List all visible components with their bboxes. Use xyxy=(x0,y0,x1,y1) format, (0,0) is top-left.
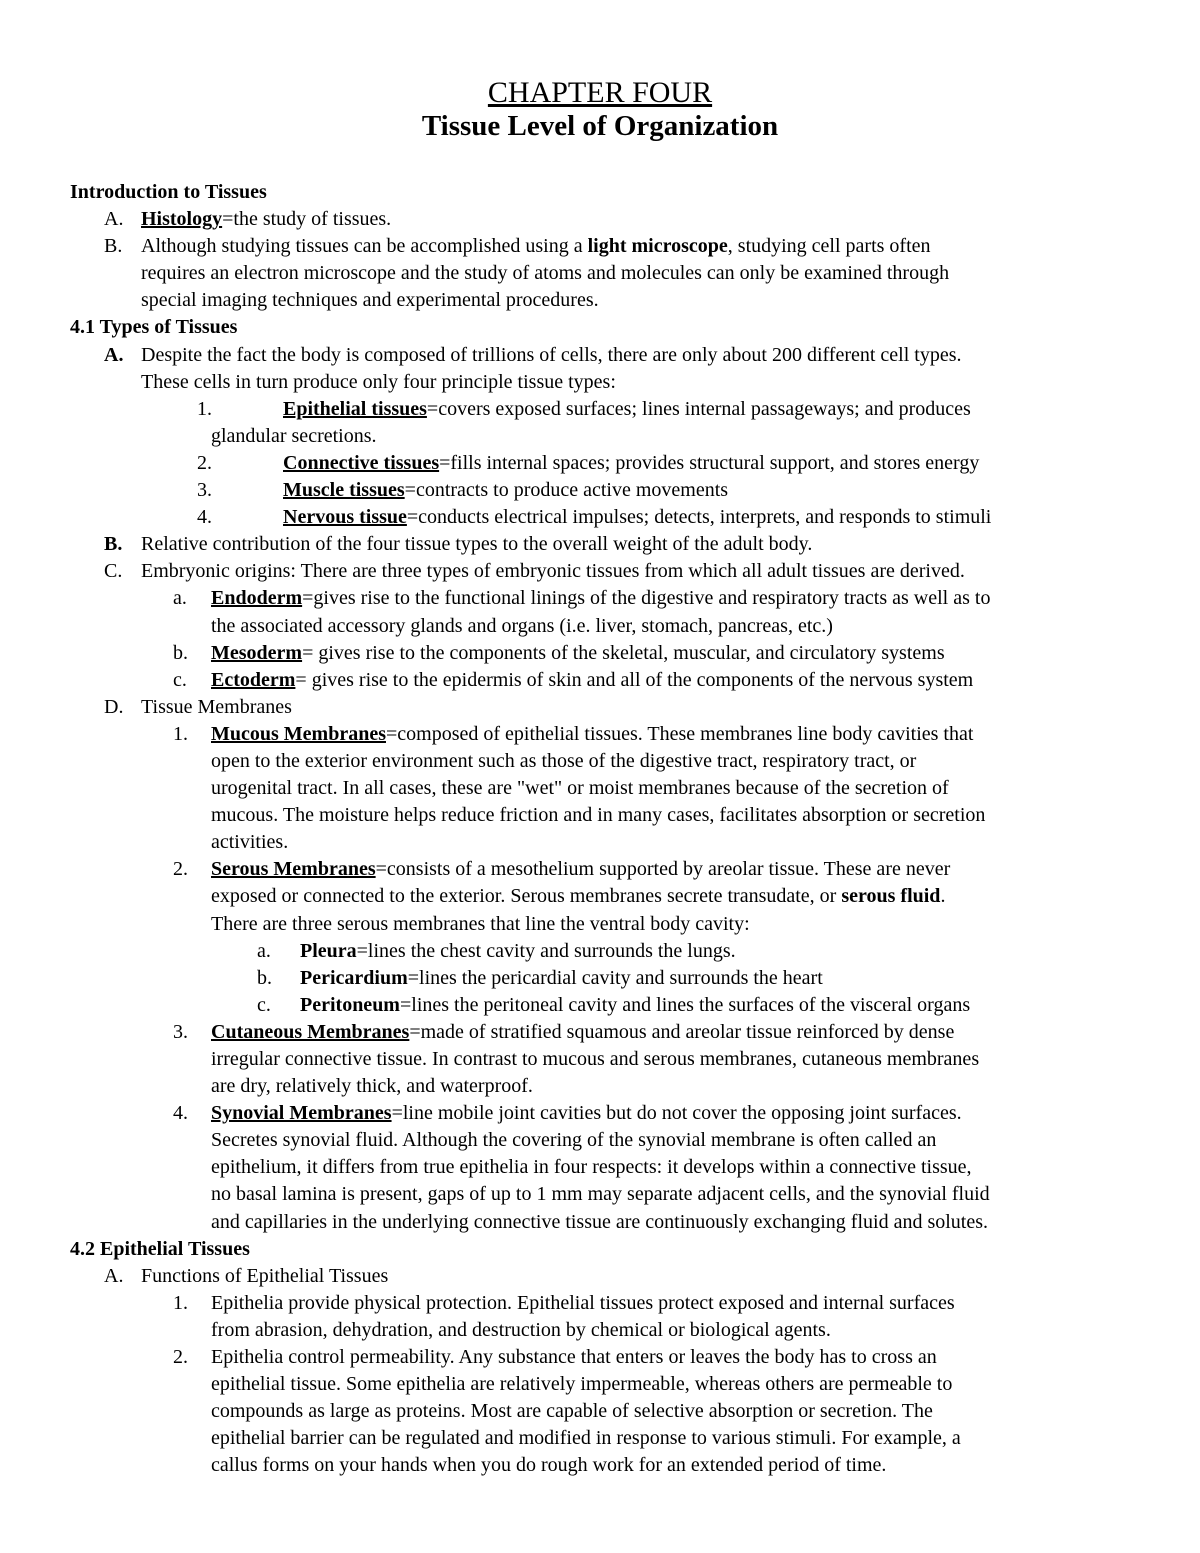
list-item xyxy=(70,992,1140,1019)
list-marker: 4. xyxy=(197,506,212,529)
list-item xyxy=(70,504,1140,531)
continuation-line: no basal lamina is present, gaps of up to 1 mm may separate adjacent cells, and the synovial fluid xyxy=(211,1183,990,1206)
continuation-line: activities. xyxy=(211,831,289,854)
list-marker: B. xyxy=(104,533,123,556)
list-marker: a. xyxy=(257,939,271,962)
continuation-line: from abrasion, dehydration, and destruction by chemical or biological agents. xyxy=(211,1318,831,1341)
list-item xyxy=(70,1263,1140,1290)
definition-text: =conducts electrical impulses; detects, interprets, and responds to stimuli xyxy=(406,506,992,529)
definition-text: =lines the pericardial cavity and surrounds the heart xyxy=(407,966,823,989)
continuation-line: glandular secretions. xyxy=(211,424,377,447)
continuation-line: epithelial tissue. Some epithelia are relatively impermeable, whereas others are permeable to xyxy=(211,1373,953,1396)
paragraph-text: Embryonic origins: There are three types of embryonic tissues from which all adult tissues are derived. xyxy=(141,560,965,583)
term-serous: Serous Membranes xyxy=(211,858,376,881)
definition-text: =made of stratified squamous and areolar tissue reinforced by dense xyxy=(409,1020,955,1043)
list-marker: A. xyxy=(104,1264,124,1287)
paragraph-text: Functions of Epithelial Tissues xyxy=(141,1264,389,1287)
term-muscle: Muscle tissues xyxy=(283,479,405,502)
term-peritoneum: Peritoneum xyxy=(300,993,400,1016)
continuation-line: compounds as large as proteins. Most are capable of selective absorption or secretion. The xyxy=(211,1400,933,1423)
list-marker: 2. xyxy=(197,451,212,474)
paragraph-text: Although studying tissues can be accomplished using a xyxy=(141,235,588,258)
list-item xyxy=(70,396,1140,423)
list-item xyxy=(70,558,1140,585)
chapter-subtitle: Tissue Level of Organization xyxy=(421,110,779,142)
definition-text: = gives rise to the components of the skeletal, muscular, and circulatory systems xyxy=(302,641,945,664)
bold-term: serous fluid xyxy=(841,885,941,908)
definition-text: =gives rise to the functional linings of the digestive and respiratory tracts as well as to xyxy=(302,587,991,610)
list-marker: b. xyxy=(173,641,188,664)
term-pleura: Pleura xyxy=(300,939,357,962)
definition-text: =contracts to produce active movements xyxy=(404,479,729,502)
list-marker: D. xyxy=(104,695,124,718)
list-item xyxy=(70,450,1140,477)
section-heading-intro: Introduction to Tissues xyxy=(70,181,267,203)
definition-text: =lines the chest cavity and surrounds the lungs. xyxy=(356,939,736,962)
paragraph-text: Despite the fact the body is composed of trillions of cells, there are only about 200 different cell types. xyxy=(141,343,962,366)
list-item xyxy=(70,1290,1140,1317)
list-marker: 1. xyxy=(173,722,188,745)
list-item xyxy=(70,1344,1140,1371)
list-item xyxy=(70,477,1140,504)
list-item xyxy=(70,233,1140,260)
term-endoderm: Endoderm xyxy=(211,587,303,610)
chapter-heading: CHAPTER FOUR xyxy=(487,76,713,109)
list-item xyxy=(70,585,1140,612)
list-item xyxy=(70,1100,1140,1127)
section-heading-4-2: 4.2 Epithelial Tissues xyxy=(70,1237,250,1260)
list-marker: 2. xyxy=(173,858,188,881)
definition-text: =line mobile joint cavities but do not cover the opposing joint surfaces. xyxy=(391,1102,962,1125)
term-mesoderm: Mesoderm xyxy=(211,641,303,664)
continuation-line xyxy=(70,883,1140,910)
continuation-line: There are three serous membranes that line the ventral body cavity: xyxy=(211,912,750,935)
continuation-line: Secretes synovial fluid. Although the covering of the synovial membrane is often called an xyxy=(211,1129,937,1152)
continuation-line: callus forms on your hands when you do rough work for an extended period of time. xyxy=(211,1454,887,1477)
paragraph-text: Epithelia provide physical protection. Epithelial tissues protect exposed and internal surfaces xyxy=(211,1291,955,1314)
continuation-line: the associated accessory glands and organs (i.e. liver, stomach, pancreas, etc.) xyxy=(211,614,833,637)
list-item xyxy=(70,965,1140,992)
term-nervous: Nervous tissue xyxy=(283,506,407,529)
term-synovial: Synovial Membranes xyxy=(211,1102,392,1125)
list-marker: A. xyxy=(104,208,124,231)
continuation-line: special imaging techniques and experimental procedures. xyxy=(141,289,599,312)
term-ectoderm: Ectoderm xyxy=(211,668,296,691)
list-marker: 1. xyxy=(173,1291,188,1314)
paragraph-text: Epithelia control permeability. Any substance that enters or leaves the body has to cross an xyxy=(211,1346,937,1369)
list-item xyxy=(70,667,1140,694)
paragraph-text: Tissue Membranes xyxy=(141,695,292,718)
list-marker: 3. xyxy=(197,479,212,502)
list-marker: B. xyxy=(104,235,123,258)
list-marker: 3. xyxy=(173,1020,188,1043)
term-histology: Histology xyxy=(141,208,223,231)
continuation-line: open to the exterior environment such as those of the digestive tract, respiratory tract, or xyxy=(211,749,917,772)
continuation-line: are dry, relatively thick, and waterproof. xyxy=(211,1075,533,1098)
list-marker: 4. xyxy=(173,1102,188,1125)
continuation-line: irregular connective tissue. In contrast to mucous and serous membranes, cutaneous membranes xyxy=(211,1048,980,1070)
list-item xyxy=(70,721,1140,748)
term-pericardium: Pericardium xyxy=(300,966,408,989)
list-item xyxy=(70,342,1140,369)
list-marker: C. xyxy=(104,560,123,583)
list-item xyxy=(70,640,1140,667)
continuation-line: epithelial barrier can be regulated and modified in response to various stimuli. For example, a xyxy=(211,1427,961,1450)
bold-term: light microscope xyxy=(587,235,728,258)
term-epithelial: Epithelial tissues xyxy=(283,397,427,420)
paragraph-text: . xyxy=(940,885,946,908)
continuation-line: and capillaries in the underlying connective tissue are continuously exchanging fluid and solutes. xyxy=(211,1210,989,1233)
list-marker: 2. xyxy=(173,1346,188,1369)
list-item xyxy=(70,206,1140,233)
definition-text: = gives rise to the epidermis of skin and all of the components of the nervous system xyxy=(295,668,974,691)
section-heading-4-1: 4.1 Types of Tissues xyxy=(70,316,238,339)
term-cutaneous: Cutaneous Membranes xyxy=(211,1020,410,1043)
definition-text: =covers exposed surfaces; lines internal passageways; and produces xyxy=(426,397,971,420)
paragraph-text: Relative contribution of the four tissue types to the overall weight of the adult body. xyxy=(141,533,813,556)
list-marker: 1. xyxy=(197,397,212,420)
list-marker: a. xyxy=(173,587,187,610)
list-marker: b. xyxy=(257,966,272,989)
term-mucous: Mucous Membranes xyxy=(211,722,386,745)
continuation-line: urogenital tract. In all cases, these are "wet" or moist membranes because of the secretion of xyxy=(211,777,949,800)
list-marker: A. xyxy=(104,343,124,366)
list-item xyxy=(70,694,1140,721)
continuation-line: mucous. The moisture helps reduce friction and in many cases, facilitates absorption or secretion xyxy=(211,804,986,827)
continuation-line: These cells in turn produce only four principle tissue types: xyxy=(141,370,616,393)
continuation-line: requires an electron microscope and the study of atoms and molecules can only be examined through xyxy=(141,262,950,285)
continuation-line: epithelium, it differs from true epithelia in four respects: it develops within a connective tissue, xyxy=(211,1156,972,1179)
list-item xyxy=(70,531,1140,558)
list-item xyxy=(70,938,1140,965)
definition-text: =fills internal spaces; provides structural support, and stores energy xyxy=(439,451,980,474)
term-connective: Connective tissues xyxy=(283,451,440,474)
definition-text: =the study of tissues. xyxy=(222,208,392,231)
paragraph-text: , studying cell parts often xyxy=(727,235,931,258)
definition-text: =composed of epithelial tissues. These membranes line body cavities that xyxy=(385,722,974,745)
definition-text: =consists of a mesothelium supported by areolar tissue. These are never xyxy=(375,858,951,881)
list-marker: c. xyxy=(173,668,187,691)
list-item xyxy=(70,856,1140,883)
list-marker: c. xyxy=(257,993,271,1016)
document-body xyxy=(70,179,1140,1480)
definition-text: =lines the peritoneal cavity and lines the surfaces of the visceral organs xyxy=(399,993,971,1016)
paragraph-text: exposed or connected to the exterior. Serous membranes secrete transudate, or xyxy=(211,885,842,908)
list-item xyxy=(70,1019,1140,1046)
